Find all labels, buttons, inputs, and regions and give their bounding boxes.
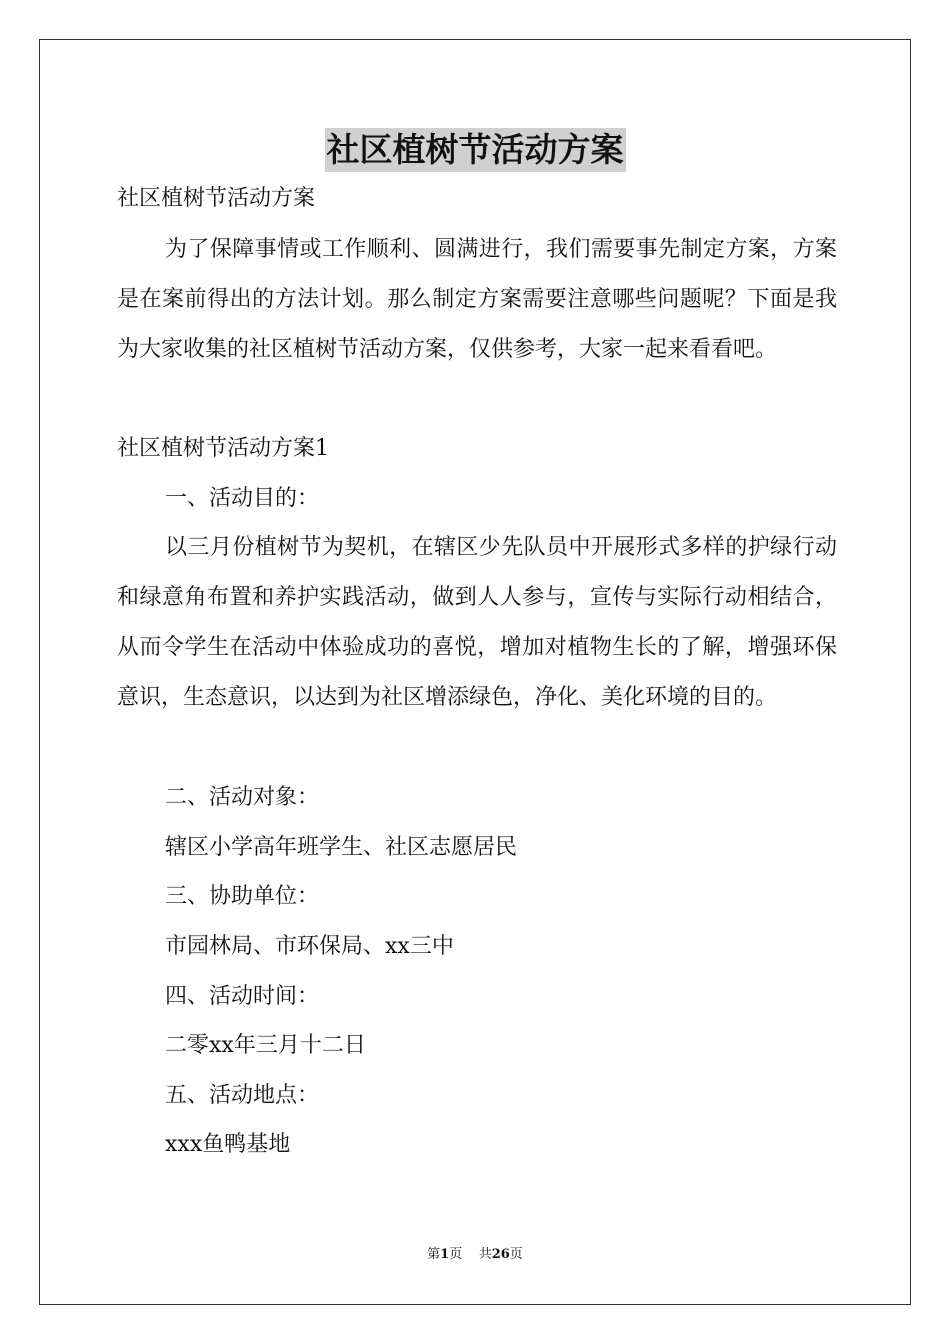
assist-heading: 三、协助单位： (165, 884, 320, 909)
intro-paragraph: 为了保障事情或工作顺利、圆满进行，我们需要事先制定方案，方案是在案前得出的方法计划。那么制定方案需要注意哪些问题呢？下面是我为大家收集的社区植树节活动方案，仅供参考，大家一起来看看吧。 (117, 237, 837, 362)
document-title: 社区植树节活动方案 (325, 128, 626, 172)
target-heading: 二、活动对象： (165, 785, 320, 810)
time-text: 二零xx年三月十二日 (165, 1033, 366, 1058)
place-text: xxx鱼鸭基地 (165, 1132, 291, 1157)
page-footer (0, 1246, 950, 1264)
title-wrap (0, 128, 950, 172)
footer-total-number: 26 (491, 1247, 510, 1262)
footer-total-prefix: 共 (478, 1247, 492, 1262)
place-heading: 五、活动地点： (165, 1083, 320, 1108)
goal-paragraph: 以三月份植树节为契机，在辖区少先队员中开展形式多样的护绿行动和绿意角布置和养护实践活动，做到人人参与，宣传与实际行动相结合，从而令学生在活动中体验成功的喜悦，增加对植物生长的了解，增强环保意识，生态意识，以达到为社区增添绿色，净化、美化环境的目的。 (117, 535, 837, 710)
footer-page-prefix: 第 (427, 1247, 441, 1262)
section-heading: 社区植树节活动方案1 (117, 436, 329, 461)
assist-text: 市园林局、市环保局、xx三中 (165, 934, 454, 959)
target-text: 辖区小学高年班学生、社区志愿居民 (165, 835, 518, 860)
document-subtitle: 社区植树节活动方案 (117, 186, 316, 211)
goal-heading: 一、活动目的： (165, 486, 320, 511)
footer-page-number: 1 (440, 1247, 450, 1262)
footer-page-suffix: 页 (449, 1247, 463, 1262)
footer-total-suffix: 页 (509, 1247, 523, 1262)
time-heading: 四、活动时间： (165, 984, 320, 1009)
